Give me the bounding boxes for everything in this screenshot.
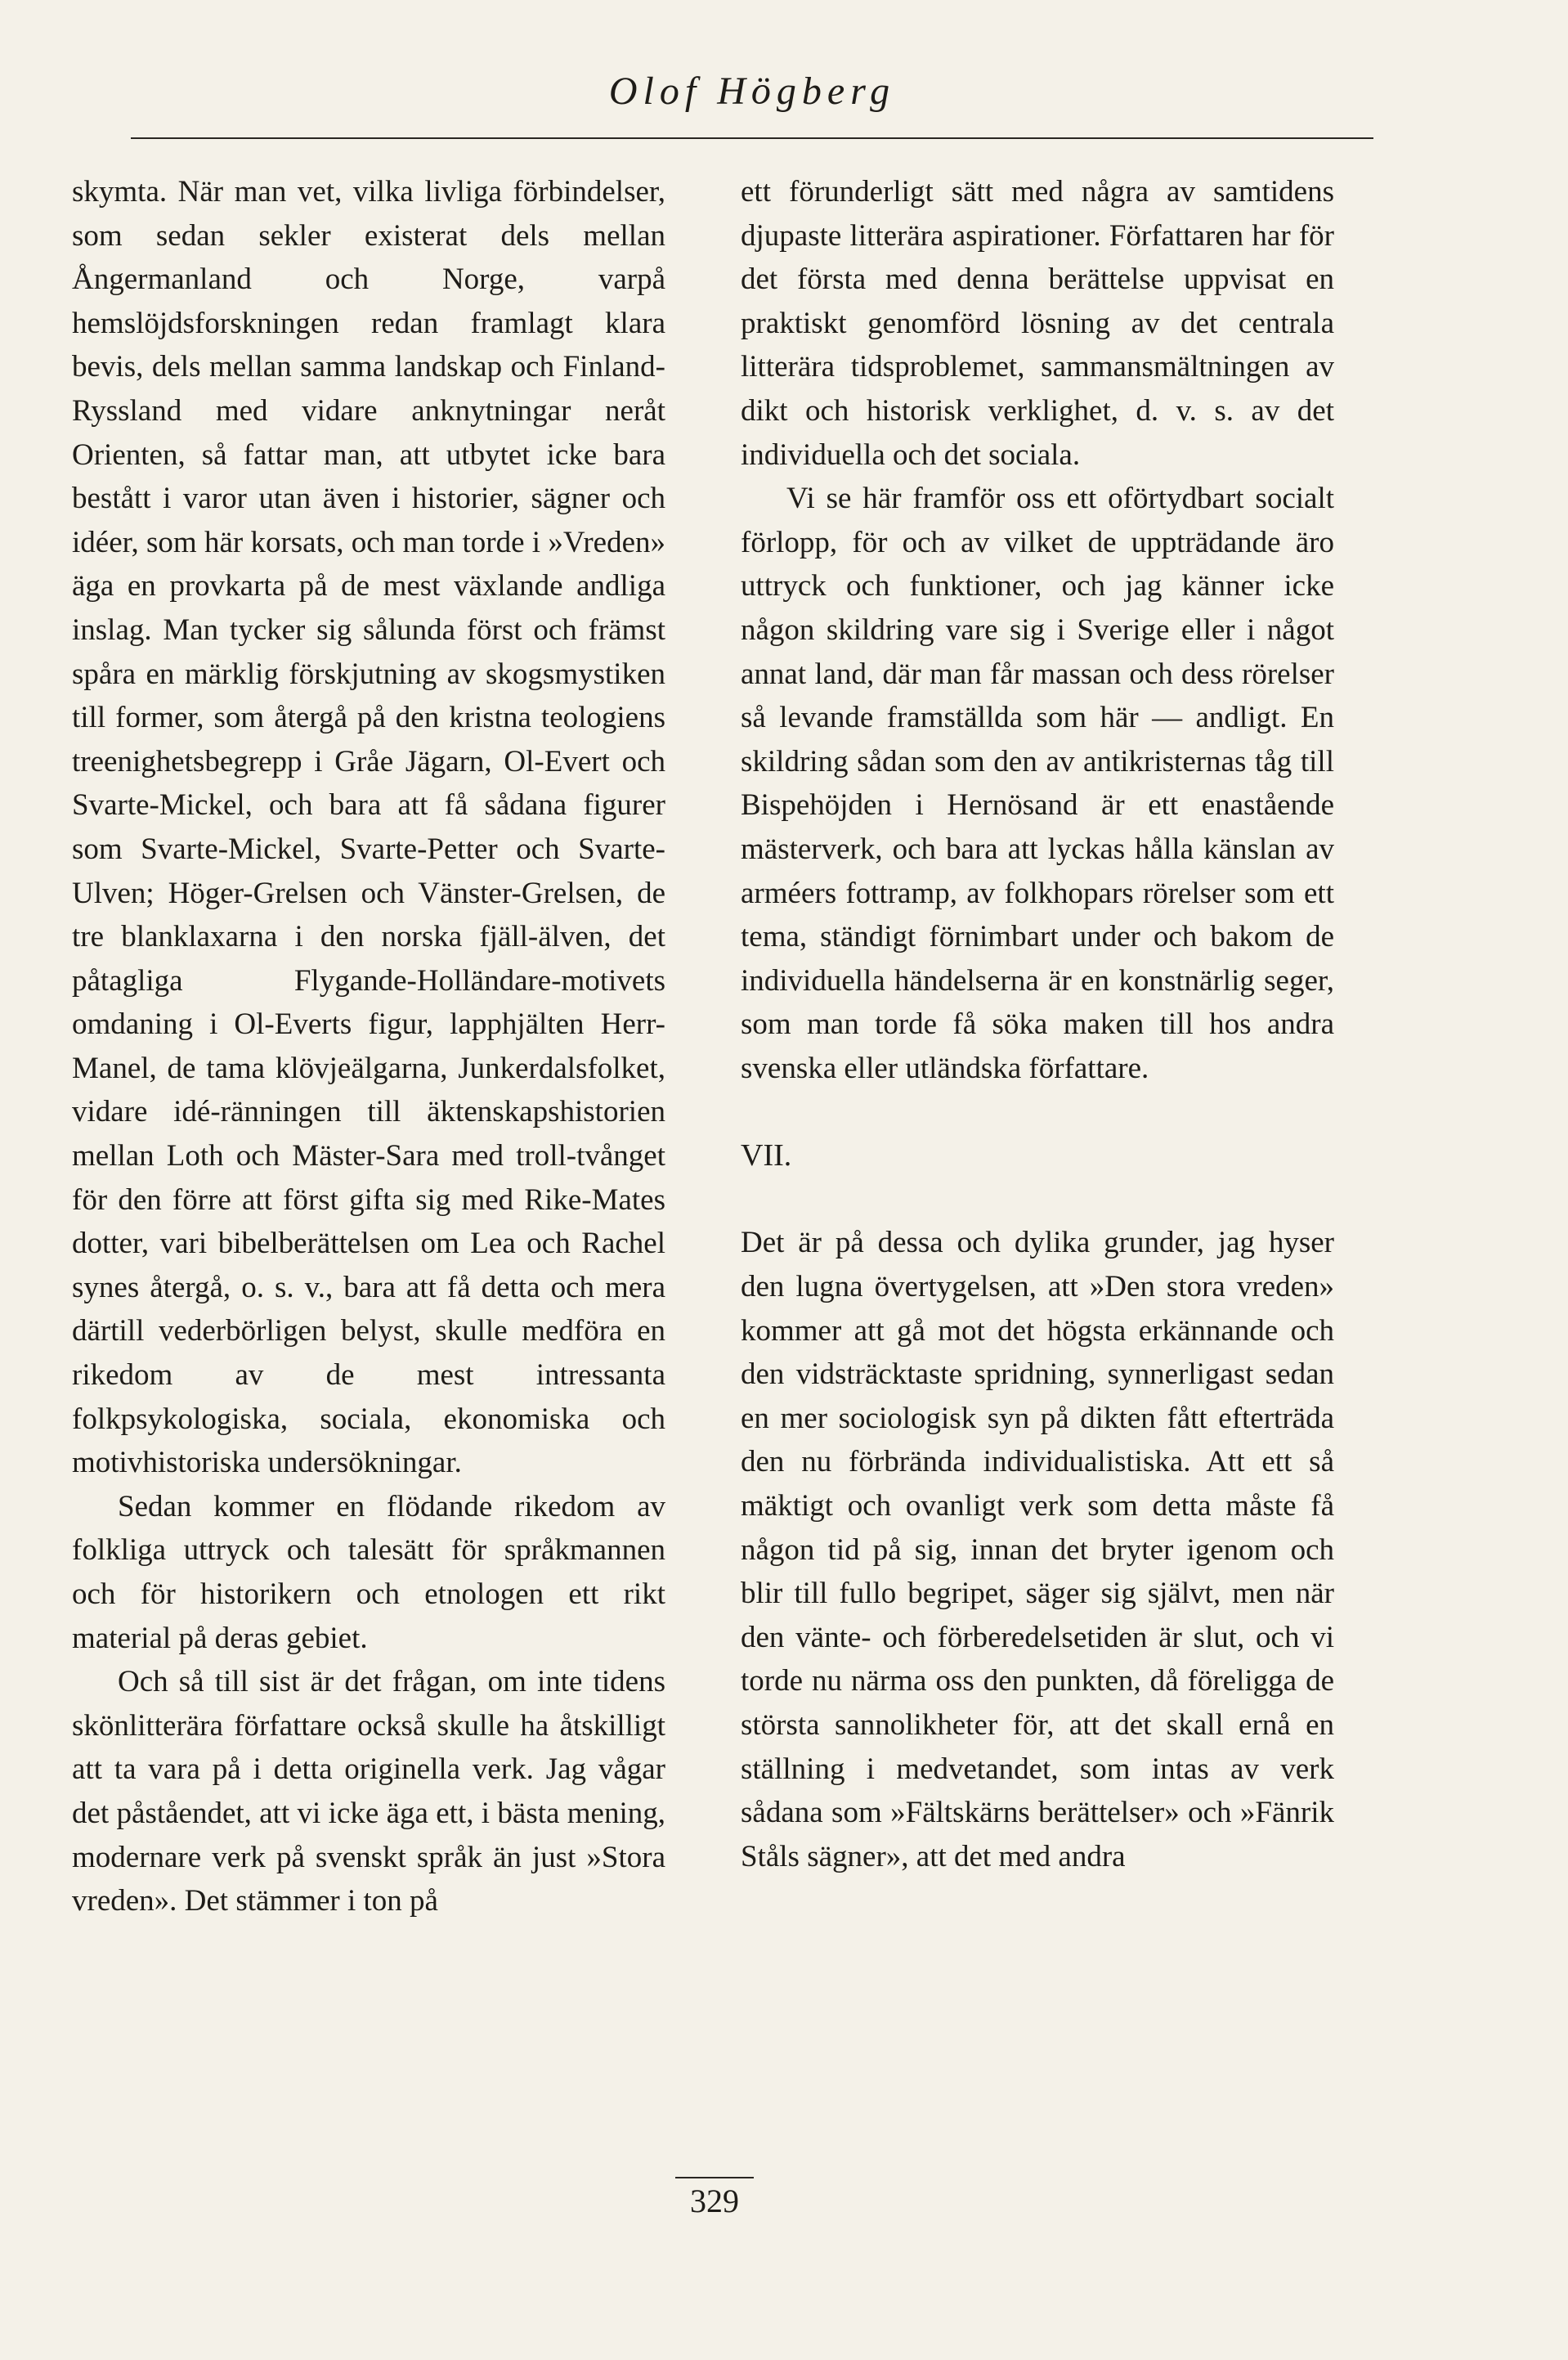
left-paragraph-2: Sedan kommer en flödande rikedom av folkliga uttryck och talesätt för språkmannen och för historikern och etnologen ett rikt material på deras gebiet. [72,1489,665,1655]
left-column [72,170,665,1923]
left-paragraph-1: skymta. När man vet, vilka livliga förbindelser, som sedan sekler existerat dels mellan Ångermanland och Norge, varpå hemslöjdsforskningen redan framlagt klara bevis, dels mellan samma landskap och Finland-Ryssland med vidare anknytningar neråt Orienten, så fattar man, att utbytet icke bara bestått i varor utan även i historier, sägner och idéer, som här korsats, och man torde i »Vreden» äga en provkarta på de mest växlande andliga inslag. Man tycker sig sålunda först och främst spåra en märklig förskjutning av skogsmystiken till former, som återgå på den kristna teologiens treenighetsbegrepp i Gråe Jägarn, Ol-Evert och Svarte-Mickel, och bara att få sådana figurer som Svarte-Mickel, Svarte-Petter och Svarte-Ulven; Höger-Grelsen och Vänster-Grelsen, de tre blanklaxarna i den norska fjäll-älven, det påtagliga Flygande-Holländare-motivets omdaning i Ol-Everts figur, lapphjälten Herr-Manel, de tama klövjeälgarna, Junkerdalsfolket, vidare idé-ränningen till äktenskapshistorien mellan Loth och Mäster-Sara med troll-tvånget för den förre att först gifta sig med Rike-Mates dotter, vari bibelberättelsen om Lea och Rachel synes återgå, o. s. v., bara att få detta och mera därtill vederbörligen belyst, skulle medföra en rikedom av de mest intressanta folkpsykologiska, sociala, ekonomiska och motivhistoriska undersökningar. [72,175,665,1480]
footer-rule [675,2177,754,2178]
right-paragraph-1: ett förunderligt sätt med några av samtidens djupaste litterära aspirationer. Författaren har för det första med denna berättelse uppvisat en praktiskt genomförd lösning av det centrala litterära tidsproblemet, sammansmältningen av dikt och historisk verklighet, d. v. s. av det individuella och det sociala. [741,175,1334,472]
right-paragraph-3: Det är på dessa och dylika grunder, jag hyser den lugna övertygelsen, att »Den stora vreden» kommer att gå mot det högsta erkännande och den vidsträcktaste spridning, synnerligast sedan en mer sociologisk syn på dikten fått efterträda den nu förbrända individualistiska. Att ett så mäktigt och ovanligt verk som detta måste få någon tid på sig, innan det bryter igenom och blir till fullo begripet, säger sig självt, men när den vänte- och förberedelsetiden är slut, och vi torde nu närma oss den punkten, då föreligga de största sannolikheter för, att det skall ernå en ställning i medvetandet, som intas av verk sådana som »Fältskärns berättelser» och »Fänrik Ståls sägner», att det med andra [741,1226,1334,1873]
section-heading: VII. [741,1138,792,1173]
running-header: Olof Högberg [608,70,896,113]
right-column [741,170,1334,1878]
left-paragraph-3: Och så till sist är det frågan, om inte tidens skönlitterära författare också skulle ha åtskilligt att ta vara på i detta originella verk. Jag vågar det påståendet, att vi icke äga ett, i bästa mening, modernare verk på svenskt språk än just »Stora vreden». Det stämmer i ton på [72,1665,665,1918]
header-rule [131,137,1373,139]
page-number: 329 [690,2183,739,2219]
right-paragraph-2: Vi se här framför oss ett oförtydbart socialt förlopp, för och av vilket de uppträdande äro uttryck och funktioner, och jag känner icke någon skildring vare sig i Sverige eller i något annat land, där man får massan och dess rörelser så levande framställda som här — andligt. En skildring sådan som den av antikristernas tåg till Bispehöjden i Hernösand är ett enastående mästerverk, och bara att lyckas hålla känslan av arméers fottramp, av folkhopars rörelser som ett tema, ständigt förnimbart under och bakom de individuella händelserna är en konstnärlig seger, som man torde få söka maken till hos andra svenska eller utländska författare. [741,482,1334,1085]
